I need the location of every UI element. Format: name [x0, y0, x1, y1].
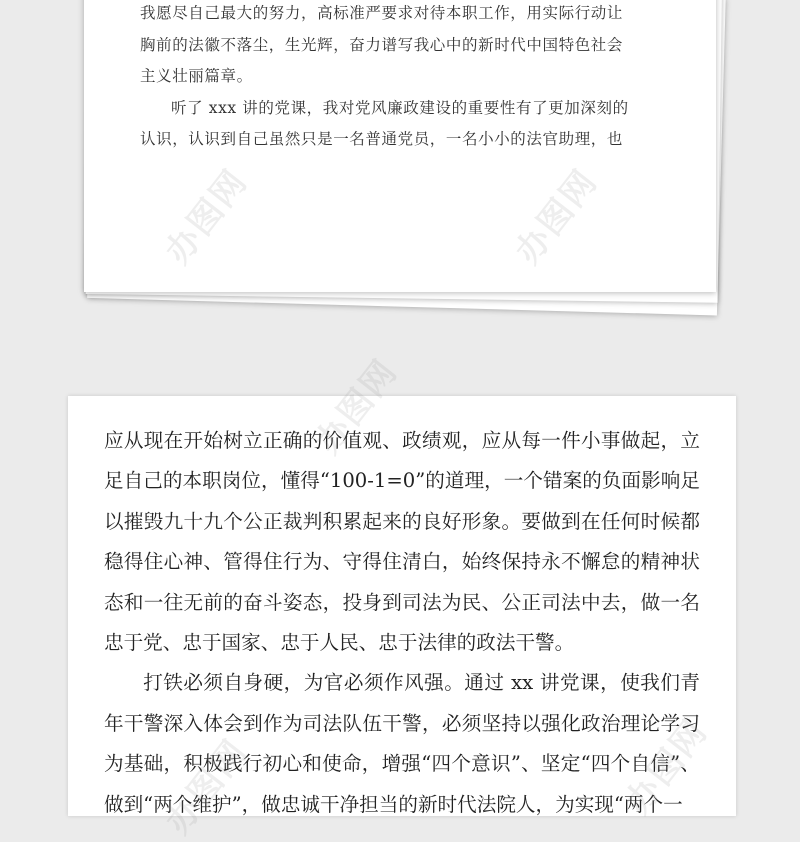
page1-line-1: 我愿尽自己最大的努力，高标准严要求对待本职工作，用实际行动让: [140, 4, 624, 22]
page1-body: [140, 0, 680, 156]
page2-paragraph-1: 应从现在开始树立正确的价值观、政绩观，应从每一件小事做起，立足自己的本职岗位，懂得“100-1=0”的道理，一个错案的负面影响足以摧毁九十九个公正裁判积累起来的良好形象。要做到在任何时候都稳得住心神、管得住行为、守得住清白，始终保持永不懈怠的精神状态和一往无前的奋斗姿态，投身到司法为民、公正司法中去，做一名忠于党、忠于国家、忠于人民、忠于法律的政法干警。: [104, 429, 700, 655]
page1-line-2: 胸前的法徽不落尘，生光辉，奋力谱写我心中的新时代中国特色社会: [140, 35, 624, 54]
page2-body: [104, 421, 700, 825]
page2-paragraph-2: 打铁必须自身硬，为官必须作风强。通过 xx 讲党课，使我们青年干警深入体会到作为司法队伍干警，必须坚持以强化政治理论学习为基础，积极践行初心和使命，增强“四个意识”、坚定“四个自信”、做到“两个维护”，做忠诚干净担当的新时代法院人，为实现“两个一: [104, 671, 700, 816]
page1-line-3: 主义壮丽篇章。: [140, 67, 253, 85]
page1-paragraph-2-line-1: 听了 xxx 讲的党课，我对党风廉政建设的重要性有了更加深刻的: [171, 98, 629, 117]
page1-paragraph-2-line-2: 认识，认识到自己虽然只是一名普通党员，一名小小的法官助理，也: [140, 130, 624, 148]
